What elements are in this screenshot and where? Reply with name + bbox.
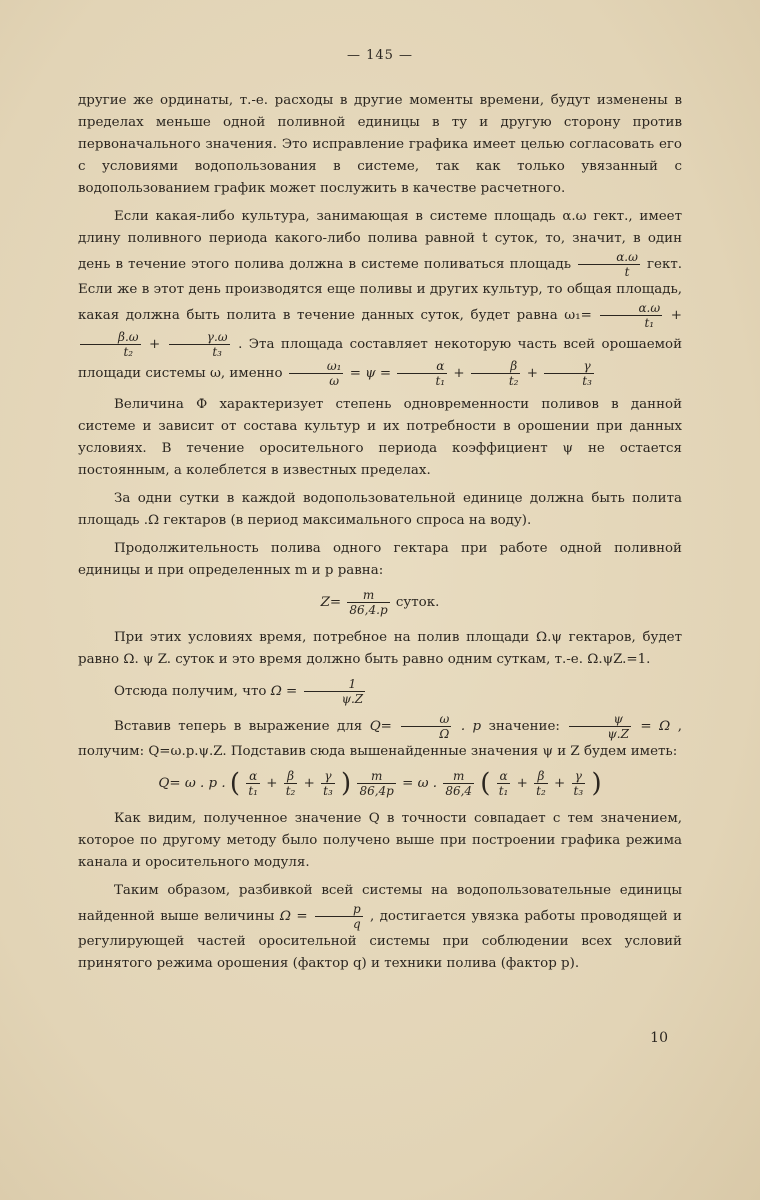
paragraph-6: При этих условиях время, потребное на полив площади Ω.ψ гектаров, будет равно Ω. ψ Z. суток и это время должно быть равно одним суткам, т.-е. Ω.ψZ.=1. xyxy=(78,630,682,667)
plus-sign: + xyxy=(526,366,538,381)
frac-num: α.ω xyxy=(578,250,640,265)
fraction-w1-w xyxy=(289,359,344,388)
paren-open: ( xyxy=(229,768,241,799)
fraction-m-over-864 xyxy=(443,769,474,798)
plus-sign: + xyxy=(554,776,566,791)
paragraph-2-text-c: . Эта площада составляет некоторую часть всей орошаемой площади системы ω, именно xyxy=(78,337,683,381)
frac-num: m xyxy=(357,769,395,784)
frac-den: t₁ xyxy=(498,784,509,798)
fraction-g-t3 xyxy=(572,769,586,798)
plus-sign: + xyxy=(670,308,682,323)
frac-den: t₃ xyxy=(573,784,584,798)
paren-close: ) xyxy=(591,768,602,799)
frac-den: ψ.Z xyxy=(341,692,364,706)
frac-den: t₃ xyxy=(582,374,592,388)
frac-num: γ xyxy=(544,359,594,374)
paragraph-10-text-b: , достигается увязка работы проводящей и регулирующей частей оросительной системы при соблюдении всех условий принятого режима орошения (фактор q) и техники полива (фактор p). xyxy=(78,909,682,971)
frac-den: t₂ xyxy=(285,784,296,798)
fraction-w-over-omega xyxy=(401,712,451,741)
paragraph-2 xyxy=(78,206,682,388)
frac-num: m xyxy=(443,769,474,784)
fraction-psi-over-psiz xyxy=(569,712,631,741)
fraction-m-over-864p xyxy=(357,769,395,798)
page-body xyxy=(78,90,682,981)
frac-num: β xyxy=(284,769,298,784)
frac-num: α.ω xyxy=(600,301,662,316)
fraction-bw-t2 xyxy=(80,330,141,359)
frac-den: Ω xyxy=(439,727,450,741)
frac-den: 86,4.p xyxy=(349,603,388,617)
eq-omega-lhs-2: Ω = xyxy=(279,909,308,924)
paragraph-1: другие же ординаты, т.-е. расходы в другие моменты времени, будут изменены в пределах меньше одной поливной единицы в ту и другую сторону против первоначального значения. Это исправление графика имеет целью согласовать его с условиями водопользования в системе, так как только увязанный с водопользованием график может послужить в качестве расчетного. xyxy=(78,93,682,196)
plus-sign: + xyxy=(149,337,161,352)
frac-num: m xyxy=(347,588,389,603)
equation-q-expanded xyxy=(78,769,682,798)
eq-z-lhs: Z= xyxy=(320,595,342,610)
frac-den: t₂ xyxy=(508,374,519,388)
frac-den: 86,4p xyxy=(359,784,394,798)
frac-num: γ xyxy=(321,769,335,784)
paragraph-2-text-b: гект. Если же в этот день производятся еще поливы и других культур, то общая площадь, какая должна быть полита в течение данных суток, будет равна ω₁= xyxy=(78,257,682,323)
fraction-gw-t3 xyxy=(169,330,230,359)
page-number: — 145 — xyxy=(346,48,414,63)
frac-num: 1 xyxy=(304,677,366,692)
eq-q-big-lhs: Q= ω . p . xyxy=(158,776,226,791)
frac-den: q xyxy=(352,917,361,931)
frac-den: ω xyxy=(329,374,340,388)
fraction-b-t2 xyxy=(534,769,548,798)
frac-den: 86,4 xyxy=(445,784,473,798)
frac-den: t₁ xyxy=(644,316,655,330)
fraction-a-t1 xyxy=(397,359,447,388)
frac-num: γ.ω xyxy=(169,330,230,345)
paragraph-3: Величина Ф характеризует степень одновременности поливов в данной системе и зависит от состава культур и их потребности в орошении при данных условиях. В течение оросительного периода коэффициент ψ не остается постоянным, а колеблется в известных пределах. xyxy=(78,397,682,478)
eq-z-unit: суток. xyxy=(395,595,440,610)
paragraph-8-text-b: значение: xyxy=(488,719,560,734)
fraction-g-t3 xyxy=(544,359,594,388)
fraction-g-t3 xyxy=(321,769,335,798)
paragraph-7-text: Отсюда получим, что xyxy=(114,684,267,699)
fraction-m-over-864p xyxy=(347,588,389,617)
fraction-p-over-q xyxy=(315,902,363,931)
frac-den: t₂ xyxy=(536,784,546,798)
frac-den: t xyxy=(624,265,630,279)
eq-omega-lhs: Ω = xyxy=(270,684,298,699)
paren-open: ( xyxy=(480,768,491,799)
plus-sign: + xyxy=(266,776,278,791)
eq-psi: = ψ = xyxy=(349,366,392,381)
frac-num: ω₁ xyxy=(289,359,344,374)
eq-w-dot: = ω . xyxy=(402,776,438,791)
paragraph-10-text-a: Таким образом, разбивкой всей системы на водопользовательные единицы найденной выше величины xyxy=(78,883,682,924)
eq-dot-p: . p xyxy=(460,719,482,734)
frac-den: t₂ xyxy=(123,345,134,359)
fraction-aw-over-t xyxy=(578,250,640,279)
paragraph-8 xyxy=(78,712,682,763)
fraction-a-t1 xyxy=(497,769,511,798)
frac-num: α xyxy=(497,769,511,784)
fraction-1-over-psiz xyxy=(304,677,366,706)
paragraph-9: Как видим, полученное значение Q в точности совпадает с тем значением, которое по другому методу было получено выше при построении графика режима канала и оросительного модуля. xyxy=(78,811,682,870)
paragraph-2-text-a: Если какая-либо культура, занимающая в системе площадь α.ω гект., имеет длину поливного периода какого-либо полива равной t суток, то, значит, в один день в течение этого полива должна в системе поливаться площадь xyxy=(78,209,682,272)
plus-sign: + xyxy=(453,366,465,381)
equation-z xyxy=(78,588,682,617)
frac-den: t₁ xyxy=(435,374,446,388)
paragraph-4: За одни сутки в каждой водопользовательной единице должна быть полита площадь .Ω гектаров (в период максимального спроса на воду). xyxy=(78,491,682,528)
frac-num: α xyxy=(397,359,447,374)
plus-sign: + xyxy=(516,776,528,791)
fraction-aw-t1 xyxy=(600,301,662,330)
frac-num: ψ xyxy=(569,712,631,727)
frac-num: β xyxy=(471,359,521,374)
frac-num: β xyxy=(534,769,548,784)
fraction-a-t1 xyxy=(246,769,260,798)
signature-number: 10 xyxy=(650,1030,668,1046)
paragraph-8-text-a: Вставив теперь в выражение для xyxy=(114,719,363,734)
frac-den: t₁ xyxy=(248,784,258,798)
fraction-b-t2 xyxy=(284,769,298,798)
eq-q-lhs: Q= xyxy=(369,719,392,734)
paragraph-7 xyxy=(78,677,682,706)
frac-den: t₃ xyxy=(323,784,333,798)
paragraph-8-text-c: , получим: Q=ω.p.ψ.Z. Подставив сюда вышенайденные значения ψ и Z будем иметь: xyxy=(78,719,682,759)
fraction-b-t2 xyxy=(471,359,521,388)
frac-num: p xyxy=(315,902,363,917)
paren-close: ) xyxy=(341,768,352,799)
eq-omega-rhs: = Ω xyxy=(640,719,671,734)
frac-num: α xyxy=(246,769,260,784)
plus-sign: + xyxy=(303,776,315,791)
frac-num: γ xyxy=(572,769,586,784)
frac-den: t₃ xyxy=(212,345,222,359)
frac-num: β.ω xyxy=(80,330,141,345)
frac-num: ω xyxy=(401,712,451,727)
frac-den: ψ.Z xyxy=(607,727,629,741)
paragraph-5: Продолжительность полива одного гектара при работе одной поливной единицы и при определенных m и p равна: xyxy=(78,541,682,578)
paragraph-10 xyxy=(78,880,682,975)
